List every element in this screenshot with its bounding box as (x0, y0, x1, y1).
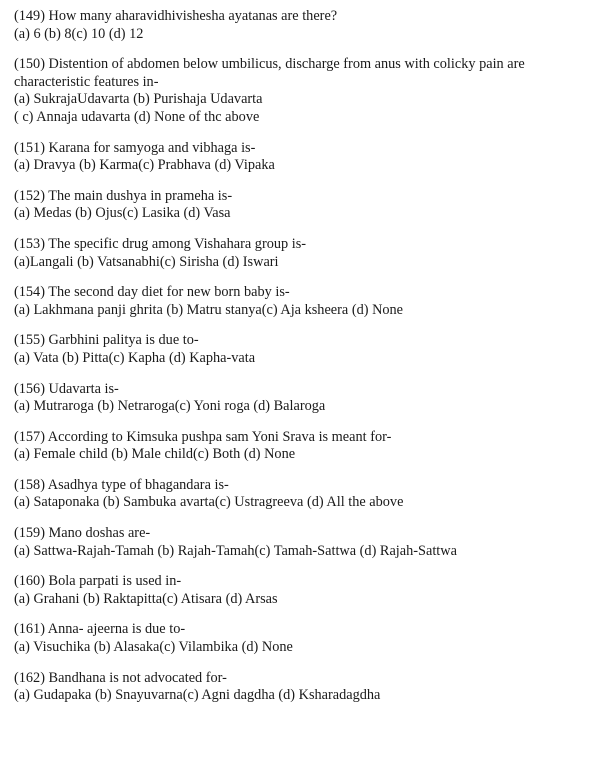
question-options: (a)Langali (b) Vatsanabhi(c) Sirisha (d) Iswari (14, 253, 279, 270)
question-stem: (161) Anna- ajeerna is due to- (14, 621, 186, 638)
question-block-157 (14, 429, 597, 464)
question-options: (a) Gudapaka (b) Snayuvarna(c) Agni dagdha (d) Ksharadagdha (14, 687, 381, 704)
question-block-149 (14, 8, 597, 43)
question-stem: (149) How many aharavidhivishesha ayatanas are there? (14, 8, 338, 24)
question-block-151 (14, 140, 597, 175)
question-block-153 (14, 236, 597, 271)
question-options: (a) Vata (b) Pitta(c) Kapha (d) Kapha-vata (14, 349, 256, 366)
question-stem: (162) Bandhana is not advocated for- (14, 669, 227, 686)
question-block-160 (14, 573, 597, 608)
question-block-159 (14, 525, 597, 560)
question-stem: (153) The specific drug among Vishahara group is- (14, 235, 307, 252)
question-options: (a) Grahani (b) Raktapitta(c) Atisara (d) Arsas (14, 590, 278, 607)
question-block-150 (14, 56, 597, 126)
question-stem: (158) Asadhya type of bhagandara is- (14, 476, 229, 493)
question-block-156 (14, 381, 597, 416)
question-options: (a) Visuchika (b) Alasaka(c) Vilambika (d) None (14, 639, 293, 656)
question-block-154 (14, 284, 597, 319)
question-stem: (151) Karana for samyoga and vibhaga is- (14, 139, 256, 156)
question-options: (a) Medas (b) Ojus(c) Lasika (d) Vasa (14, 205, 231, 222)
question-options-continued: ( c) Annaja udavarta (d) None of thc above (14, 108, 260, 125)
question-options: (a) Dravya (b) Karma(c) Prabhava (d) Vipaka (14, 157, 275, 174)
question-block-161 (14, 621, 597, 656)
question-stem: (156) Udavarta is- (14, 380, 119, 397)
question-stem: (157) According to Kimsuka pushpa sam Yoni Srava is meant for- (14, 428, 392, 445)
question-stem: (160) Bola parpati is used in- (14, 573, 182, 590)
question-block-152 (14, 188, 597, 223)
question-options: (a) Sattwa-Rajah-Tamah (b) Rajah-Tamah(c) Tamah-Sattwa (d) Rajah-Sattwa (14, 542, 457, 559)
question-block-162 (14, 670, 597, 705)
question-stem: (154) The second day diet for new born baby is- (14, 284, 290, 301)
question-block-158 (14, 477, 597, 512)
question-stem: (155) Garbhini palitya is due to- (14, 332, 199, 349)
question-options: (a) Mutraroga (b) Netraroga(c) Yoni roga (d) Balaroga (14, 398, 326, 415)
question-options: (a) Female child (b) Male child(c) Both (d) None (14, 446, 296, 463)
question-stem: (152) The main dushya in prameha is- (14, 187, 233, 204)
question-options: (a) Sataponaka (b) Sambuka avarta(c) Ustragreeva (d) All the above (14, 494, 404, 511)
question-stem: (159) Mano doshas are- (14, 525, 151, 542)
question-options: (a) SukrajaUdavarta (b) Purishaja Udavarta (14, 91, 263, 108)
question-options: (a) Lakhmana panji ghrita (b) Matru stanya(c) Aja ksheera (d) None (14, 301, 404, 318)
question-block-155 (14, 332, 597, 367)
question-stem: (150) Distention of abdomen below umbilicus, discharge from anus with colicky pain are characteristic features in- (14, 56, 525, 90)
question-options: (a) 6 (b) 8(c) 10 (d) 12 (14, 25, 144, 42)
